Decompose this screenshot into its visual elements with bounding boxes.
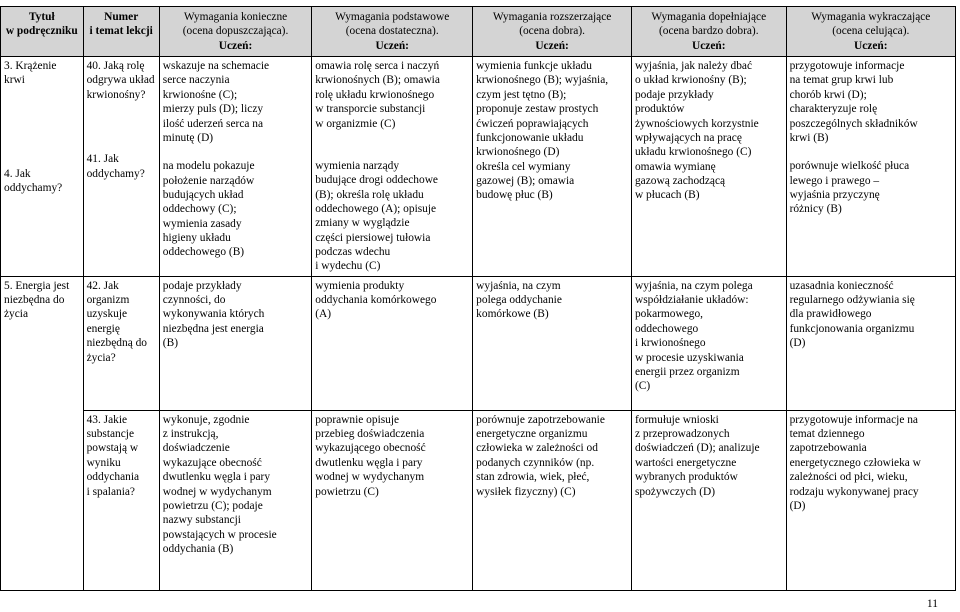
supplementary-cell: wyjaśnia, na czym polega współdziałanie układów: pokarmowego, oddechowego i krwionośnego w procesie uzyskiwania energii przez organizm (C) (631, 276, 786, 410)
lesson-cell: 42. Jak organizm uzyskuje energię niezbędną do życia? (83, 276, 159, 410)
header-supplementary: Wymagania dopełniające (ocena bardzo dobra). Uczeń: (631, 7, 786, 57)
required-cell: podaje przykłady czynności, do wykonywania których niezbędna jest energia (B) (159, 276, 311, 410)
required-cell: wskazuje na schemacie serce naczynia krwionośne (C); mierzy puls (D); liczy ilość uderzeń serca na minutę (D) na modelu pokazuje położenie narządów budujących układ oddechowy (C); wymienia zasady higieny układu oddechowego (B) (159, 57, 311, 277)
section-title-cell: 3. Krążenie krwi 4. Jak oddychamy? (1, 57, 84, 277)
page-number: 11 (926, 598, 938, 610)
extended-cell: wymienia funkcje układu krwionośnego (B); wyjaśnia, czym jest tętno (B); proponuje zestaw prostych ćwiczeń poprawiających funkcjonowanie układu krwionośnego (D) określa cel wymiany gazowej (B); omawia budowę płuc (B) (473, 57, 632, 277)
lesson-cell: 40. Jaką rolę odgrywa układ krwionośny? 41. Jak oddychamy? (83, 57, 159, 277)
table-row (1, 276, 956, 410)
header-extended: Wymagania rozszerzające (ocena dobra). Uczeń: (473, 7, 632, 57)
beyond-cell: przygotowuje informacje na temat grup krwi lub chorób krwi (D); charakteryzuje rolę poszczególnych składników krwi (B) porównuje wielkość płuca lewego i prawego – wyjaśnia przyczynę różnicy (B) (786, 57, 955, 277)
header-required: Wymagania konieczne (ocena dopuszczająca). Uczeń: (159, 7, 311, 57)
table-row (1, 410, 956, 590)
basic-cell: omawia rolę serca i naczyń krwionośnych (B); omawia rolę układu krwionośnego w transporcie substancji w organizmie (C) wymienia narządy budujące drogi oddechowe (B); określa rolę układu oddechowego (A); opisuje zmiany w wyglądzie części piersiowej tułowia podczas wdechu i wydechu (C) (312, 57, 473, 277)
header-basic: Wymagania podstawowe (ocena dostateczna). Uczeń: (312, 7, 473, 57)
supplementary-cell: formułuje wnioski z przeprowadzonych doświadczeń (D); analizuje wartości energetyczne wybranych produktów spożywczych (D) (631, 410, 786, 590)
table-row (1, 57, 956, 277)
extended-cell: porównuje zapotrzebowanie energetyczne organizmu człowieka w zależności od podanych czynników (np. stan zdrowia, wiek, płeć, wysiłek fizyczny) (C) (473, 410, 632, 590)
header-lesson: Numer i temat lekcji (83, 7, 159, 57)
basic-cell: wymienia produkty oddychania komórkowego (A) (312, 276, 473, 410)
requirements-table (0, 6, 956, 591)
lesson-cell: 43. Jakie substancje powstają w wyniku oddychania i spalania? (83, 410, 159, 590)
beyond-cell: przygotowuje informacje na temat dziennego zapotrzebowania energetycznego człowieka w zależności od płci, wieku, rodzaju wykonywanej pracy (D) (786, 410, 955, 590)
required-cell: wykonuje, zgodnie z instrukcją, doświadczenie wykazujące obecność dwutlenku węgla i pary wodnej w wydychanym powietrzu (C); podaje nazwy substancji powstających w procesie oddychania (B) (159, 410, 311, 590)
header-beyond: Wymagania wykraczające (ocena celująca). Uczeń: (786, 7, 955, 57)
basic-cell: poprawnie opisuje przebieg doświadczenia wykazującego obecność dwutlenku węgla i pary wodnej w wydychanym powietrzu (C) (312, 410, 473, 590)
supplementary-cell: wyjaśnia, jak należy dbać o układ krwionośny (B); podaje przykłady produktów żywnościowych korzystnie wpływających na pracę układu krwionośnego (C) omawia wymianę gazową zachodzącą w płucach (B) (631, 57, 786, 277)
beyond-cell: uzasadnia konieczność regularnego odżywiania się dla prawidłowego funkcjonowania organizmu (D) (786, 276, 955, 410)
table-header-row (1, 7, 956, 57)
extended-cell: wyjaśnia, na czym polega oddychanie komórkowe (B) (473, 276, 632, 410)
section-title-cell: 5. Energia jest niezbędna do życia (1, 276, 84, 590)
header-title: Tytuł w podręczniku (1, 7, 84, 57)
